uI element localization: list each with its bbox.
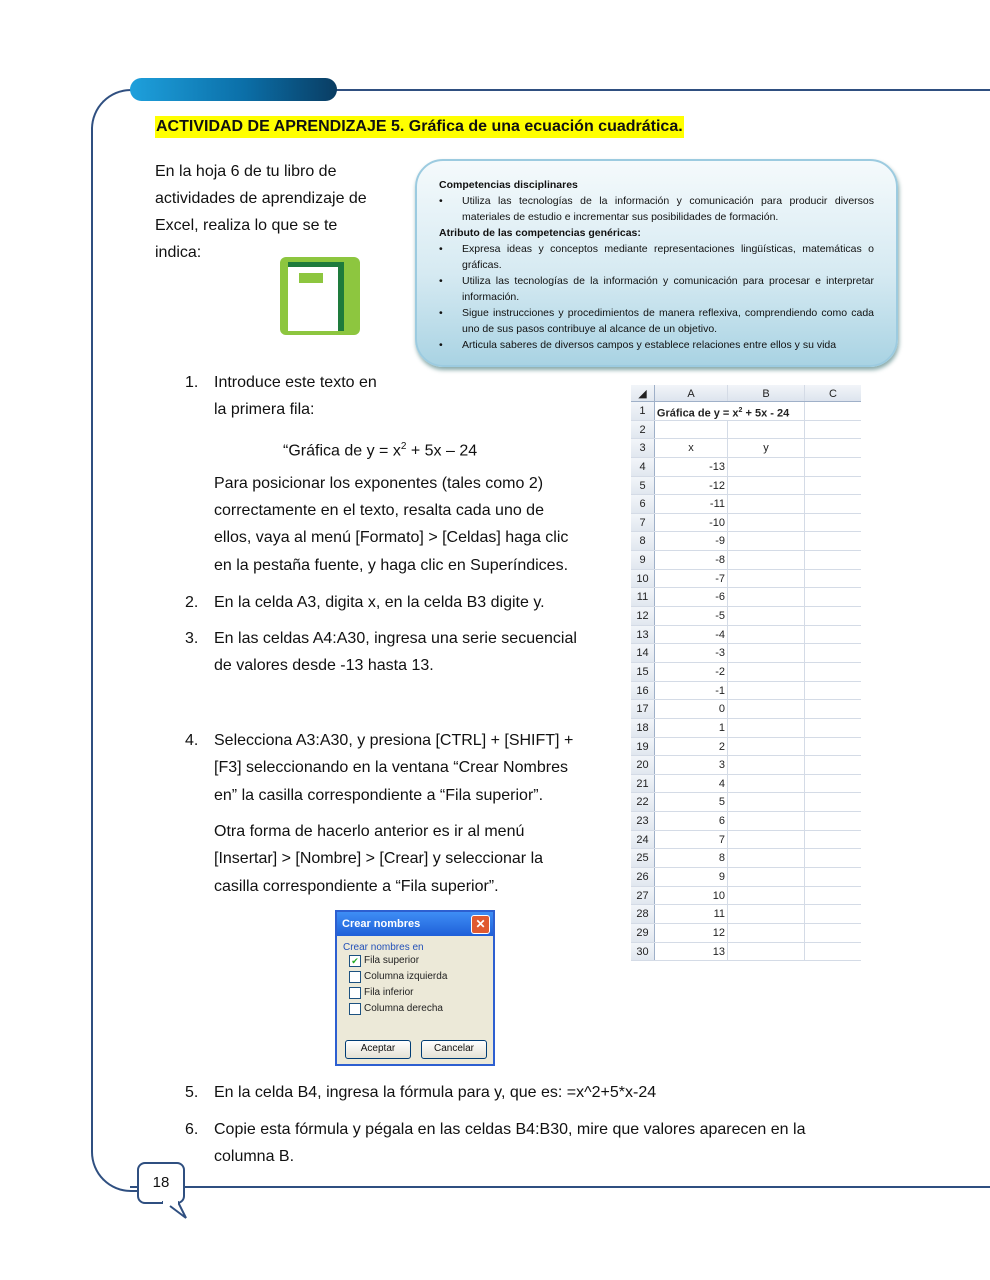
- step-number: 5.: [185, 1084, 199, 1101]
- competencias-box: [415, 159, 898, 367]
- row-number: 6: [631, 495, 655, 513]
- row-number: 28: [631, 905, 655, 923]
- sheet-row: [631, 868, 861, 887]
- cell: [805, 943, 861, 961]
- option-label: Columna izquierda: [364, 971, 448, 982]
- cell: [728, 756, 805, 774]
- cell: [728, 738, 805, 756]
- cell: [805, 812, 861, 830]
- step-4-text: [F3] seleccionando en la ventana “Crear Nombres: [214, 759, 568, 776]
- dialog-title: Crear nombres: [342, 918, 421, 930]
- sheet-row: [631, 421, 861, 440]
- row-number: 21: [631, 775, 655, 793]
- intro-line: actividades de aprendizaje de: [155, 190, 367, 207]
- cell: [728, 775, 805, 793]
- a1-rest: + 5x - 24: [742, 407, 790, 420]
- dialog-option[interactable]: [337, 1001, 493, 1017]
- row-number: 10: [631, 570, 655, 588]
- sheet-row: [631, 943, 861, 962]
- sheet-row: [631, 644, 861, 663]
- activity-title: ACTIVIDAD DE APRENDIZAJE 5. Gráfica de una ecuación cuadrática.: [155, 116, 684, 138]
- cell: [728, 943, 805, 961]
- sheet-row: [631, 849, 861, 868]
- option-label: Fila inferior: [364, 987, 414, 998]
- competencia-item: • Utiliza las tecnologías de la información y comunicación para producir diversos materiales de estudio e incrementar sus posibilidades de formación.: [439, 193, 874, 225]
- cell-x-value: 10: [655, 887, 728, 905]
- atributo-item: • Sigue instrucciones y procedimientos de manera reflexiva, comprendiendo como cada uno de sus pasos contribuye al alcance de un objetivo.: [439, 305, 874, 337]
- sheet-row: [631, 700, 861, 719]
- cell: [805, 719, 861, 737]
- formula-exponent: 2: [400, 441, 407, 452]
- close-icon[interactable]: ✕: [471, 915, 490, 934]
- step-1-text: la primera fila:: [214, 401, 315, 418]
- cell: [728, 663, 805, 681]
- cell: [728, 495, 805, 513]
- cell-x-value: -12: [655, 477, 728, 495]
- step-1-note: ellos, vaya al menú [Formato] > [Celdas] haga clic: [214, 529, 569, 546]
- cell-x-value: 7: [655, 831, 728, 849]
- dialog-option[interactable]: [337, 985, 493, 1001]
- row-number: 23: [631, 812, 655, 830]
- row-number: 30: [631, 943, 655, 961]
- sheet-row: [631, 570, 861, 589]
- frame-bottom-line: [130, 1186, 990, 1188]
- sheet-row: [631, 439, 861, 458]
- row-number: 11: [631, 588, 655, 606]
- cell: [805, 421, 861, 439]
- cell: [804, 402, 861, 420]
- cell: [728, 812, 805, 830]
- step-1-note: Para posicionar los exponentes (tales como 2): [214, 475, 544, 492]
- cell: [728, 551, 805, 569]
- cell: [728, 849, 805, 867]
- option-label: Fila superior: [364, 955, 420, 966]
- cell: [728, 682, 805, 700]
- cell: [805, 458, 861, 476]
- step-4-note: casilla correspondiente a “Fila superior”.: [214, 878, 499, 895]
- row-number: 13: [631, 626, 655, 644]
- row-number: 17: [631, 700, 655, 718]
- cancelar-button[interactable]: Cancelar: [421, 1040, 487, 1059]
- cell: [805, 849, 861, 867]
- sheet-row: [631, 626, 861, 645]
- cell-x-value: -6: [655, 588, 728, 606]
- step-6-text: Copie esta fórmula y pégala en las celdas B4:B30, mire que valores aparecen en la: [214, 1121, 806, 1138]
- row-number: 22: [631, 793, 655, 811]
- row-number: 14: [631, 644, 655, 662]
- crear-nombres-dialog: [335, 910, 495, 1066]
- notebook-icon: [278, 253, 362, 337]
- atributos-heading: Atributo de las competencias genéricas:: [439, 227, 641, 239]
- cell-x-value: -5: [655, 607, 728, 625]
- sheet-row: [631, 793, 861, 812]
- step-6-text: columna B.: [214, 1148, 295, 1165]
- step-2-text: En la celda A3, digita x, en la celda B3 digite y.: [214, 594, 545, 611]
- row-number: 4: [631, 458, 655, 476]
- cell: [805, 626, 861, 644]
- step-4-text: en” la casilla correspondiente a “Fila superior”.: [214, 787, 544, 804]
- sheet-row: [631, 495, 861, 514]
- sheet-row: [631, 756, 861, 775]
- row-number: 5: [631, 477, 655, 495]
- cell: [728, 514, 805, 532]
- row-number: 12: [631, 607, 655, 625]
- cell: [728, 700, 805, 718]
- cell: [728, 887, 805, 905]
- row-number: 19: [631, 738, 655, 756]
- cell: [805, 831, 861, 849]
- spreadsheet-image: [631, 385, 861, 961]
- cell: [728, 532, 805, 550]
- step-3-text: de valores desde -13 hasta 13.: [214, 657, 434, 674]
- sheet-row: [631, 588, 861, 607]
- cell-x-value: 3: [655, 756, 728, 774]
- checkbox[interactable]: ✔: [349, 955, 361, 967]
- cell: [728, 458, 805, 476]
- column-header: A: [655, 385, 728, 401]
- cell: [805, 905, 861, 923]
- dialog-option[interactable]: [337, 953, 493, 969]
- select-all-corner: ◢: [631, 385, 655, 401]
- row-number: 7: [631, 514, 655, 532]
- cell: [805, 775, 861, 793]
- cell: [728, 644, 805, 662]
- sheet-row: [631, 532, 861, 551]
- cell-x-value: 4: [655, 775, 728, 793]
- cell-x-value: -10: [655, 514, 728, 532]
- step-5-text: En la celda B4, ingresa la fórmula para y, que es: =x^2+5*x-24: [214, 1084, 657, 1101]
- checkbox[interactable]: [349, 987, 361, 999]
- cell: [728, 793, 805, 811]
- row-number: 29: [631, 924, 655, 942]
- cell: [805, 607, 861, 625]
- row-number: 20: [631, 756, 655, 774]
- formula-text: [283, 433, 477, 464]
- cell: [805, 700, 861, 718]
- cell: [805, 551, 861, 569]
- cell-x-value: -4: [655, 626, 728, 644]
- cell-b3: y: [728, 439, 805, 457]
- step-4-note: [Insertar] > [Nombre] > [Crear] y seleccionar la: [214, 850, 544, 867]
- cell: [728, 477, 805, 495]
- cell: [805, 738, 861, 756]
- checkbox[interactable]: [349, 1003, 361, 1015]
- atributo-item: • Expresa ideas y conceptos mediante representaciones lingüísticas, matemáticas o gráficas.: [439, 241, 874, 273]
- speech-tail-icon: [162, 1201, 190, 1221]
- checkbox[interactable]: [349, 971, 361, 983]
- sheet-row: [631, 477, 861, 496]
- sheet-row: [631, 924, 861, 943]
- row-number: 2: [631, 421, 655, 439]
- step-1-note: correctamente en el texto, resalta cada uno de: [214, 502, 544, 519]
- cell: [728, 719, 805, 737]
- dialog-option[interactable]: [337, 969, 493, 985]
- cell-x-value: 2: [655, 738, 728, 756]
- group-label: Crear nombres en: [343, 942, 424, 953]
- cell: [805, 495, 861, 513]
- cell-x-value: -9: [655, 532, 728, 550]
- dialog-titlebar: [337, 912, 493, 936]
- intro-line: indica:: [155, 244, 202, 261]
- sheet-row: [631, 402, 861, 421]
- row-number: 27: [631, 887, 655, 905]
- row-number: 1: [631, 402, 655, 420]
- sheet-row: [631, 458, 861, 477]
- step-4-text: Selecciona A3:A30, y presiona [CTRL] + [SHIFT] +: [214, 732, 574, 749]
- sheet-row: [631, 905, 861, 924]
- page-number: 18: [137, 1162, 185, 1204]
- cell-x-value: 6: [655, 812, 728, 830]
- row-number: 3: [631, 439, 655, 457]
- formula-base: “Gráfica de y = x: [283, 442, 401, 460]
- row-number: 18: [631, 719, 655, 737]
- cell: [728, 570, 805, 588]
- aceptar-button[interactable]: Aceptar: [345, 1040, 411, 1059]
- sheet-row: [631, 775, 861, 794]
- cell: [805, 663, 861, 681]
- cell-x-value: 12: [655, 924, 728, 942]
- cell-a3: x: [655, 439, 728, 457]
- cell-a1: [655, 402, 804, 420]
- cell-x-value: 0: [655, 700, 728, 718]
- cell: [805, 477, 861, 495]
- sheet-row: [631, 663, 861, 682]
- cell-x-value: -13: [655, 458, 728, 476]
- cell: [805, 868, 861, 886]
- option-label: Columna derecha: [364, 1003, 443, 1014]
- row-number: 25: [631, 849, 655, 867]
- intro-line: En la hoja 6 de tu libro de: [155, 163, 337, 180]
- sheet-row: [631, 551, 861, 570]
- column-header: B: [728, 385, 805, 401]
- cell: [728, 905, 805, 923]
- header-pill: [130, 78, 337, 101]
- cell: [805, 439, 861, 457]
- cell: [728, 831, 805, 849]
- cell: [805, 644, 861, 662]
- cell-x-value: 9: [655, 868, 728, 886]
- sheet-row: [631, 887, 861, 906]
- cell: [728, 626, 805, 644]
- row-number: 9: [631, 551, 655, 569]
- cell: [728, 421, 805, 439]
- column-header-row: [631, 385, 861, 402]
- cell-x-value: -1: [655, 682, 728, 700]
- cell: [728, 588, 805, 606]
- cell-x-value: -2: [655, 663, 728, 681]
- cell: [805, 588, 861, 606]
- formula-rest: + 5x – 24: [406, 442, 478, 460]
- step-number: 6.: [185, 1121, 199, 1138]
- sheet-row: [631, 719, 861, 738]
- row-number: 16: [631, 682, 655, 700]
- cell-x-value: 8: [655, 849, 728, 867]
- atributo-item: • Articula saberes de diversos campos y establece relaciones entre ellos y su vida: [439, 337, 874, 353]
- cell-x-value: 5: [655, 793, 728, 811]
- step-number: 2.: [185, 594, 199, 611]
- cell-x-value: 1: [655, 719, 728, 737]
- sheet-row: [631, 812, 861, 831]
- a1-base: Gráfica de y = x: [656, 407, 739, 420]
- cell-x-value: -7: [655, 570, 728, 588]
- cell: [728, 924, 805, 942]
- step-1-note: en la pestaña fuente, y haga clic en Superíndices.: [214, 557, 569, 574]
- cell: [805, 682, 861, 700]
- competencias-heading: Competencias disciplinares: [439, 179, 578, 191]
- row-number: 26: [631, 868, 655, 886]
- cell-x-value: -3: [655, 644, 728, 662]
- step-4-note: Otra forma de hacerlo anterior es ir al menú: [214, 823, 525, 840]
- cell: [805, 887, 861, 905]
- cell: [728, 607, 805, 625]
- step-number: 3.: [185, 630, 199, 647]
- step-number: 1.: [185, 374, 199, 391]
- cell: [805, 532, 861, 550]
- sheet-row: [631, 831, 861, 850]
- row-number: 15: [631, 663, 655, 681]
- cell-x-value: -8: [655, 551, 728, 569]
- column-header: C: [829, 388, 837, 400]
- cell-x-value: -11: [655, 495, 728, 513]
- cell: [805, 756, 861, 774]
- intro-line: Excel, realiza lo que se te: [155, 217, 338, 234]
- row-number: 8: [631, 532, 655, 550]
- row-number: 24: [631, 831, 655, 849]
- cell-x-value: 11: [655, 905, 728, 923]
- sheet-row: [631, 607, 861, 626]
- cell: [805, 924, 861, 942]
- cell: [655, 421, 728, 439]
- sheet-row: [631, 682, 861, 701]
- atributo-item: • Utiliza las tecnologías de la información y comunicación para procesar e interpretar información.: [439, 273, 874, 305]
- step-number: 4.: [185, 732, 199, 749]
- sheet-row: [631, 514, 861, 533]
- cell-x-value: 13: [655, 943, 728, 961]
- a1-exponent: 2: [738, 407, 743, 414]
- step-3-text: En las celdas A4:A30, ingresa una serie secuencial: [214, 630, 577, 647]
- sheet-row: [631, 738, 861, 757]
- step-1-text: Introduce este texto en: [214, 374, 377, 391]
- page-frame: [91, 89, 153, 1192]
- cell: [728, 868, 805, 886]
- cell: [805, 793, 861, 811]
- cell: [805, 570, 861, 588]
- cell: [805, 514, 861, 532]
